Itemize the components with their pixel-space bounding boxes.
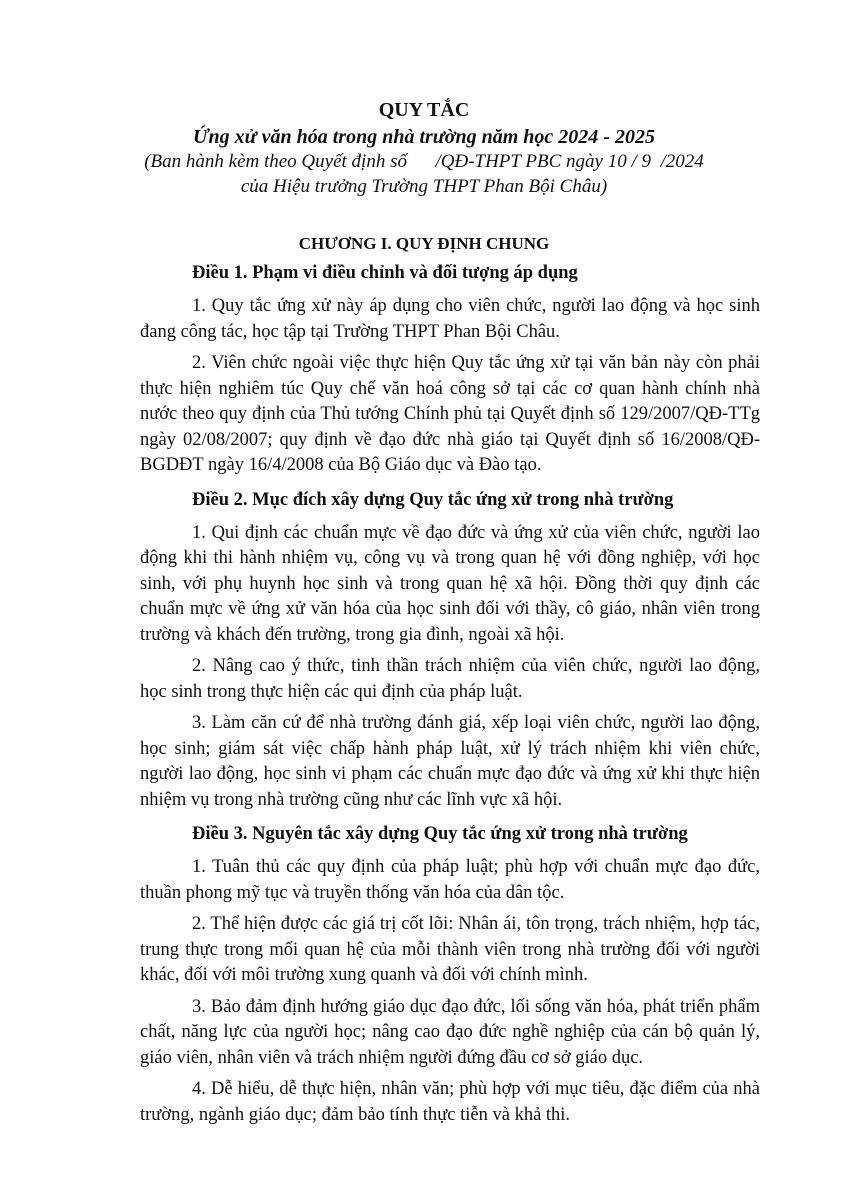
article-2-paragraph: 3. Làm căn cứ để nhà trường đánh giá, xếp loại viên chức, người lao động, học sinh; giám sát việc chấp hành pháp luật, xử lý trách nhiệm khi viên chức, người lao động, học sinh vi phạm các chuẩn mực đạo đức và ứng xử khi thực hiện nhiệm vụ trong nhà trường cũng như các lĩnh vực xã hội. <box>140 713 760 810</box>
article-3-paragraph: 1. Tuân thủ các quy định của pháp luật; phù hợp với chuẩn mực đạo đức, thuần phong mỹ tục và truyền thống văn hóa của dân tộc. <box>140 857 760 903</box>
article-2-heading: Điều 2. Mục đích xây dựng Quy tắc ứng xử trong nhà trường <box>192 489 674 510</box>
article-3-paragraph: 3. Bảo đảm định hướng giáo dục đạo đức, lối sống văn hóa, phát triển phẩm chất, năng lực của người học; nâng cao đạo đức nghề nghiệp của cán bộ quản lý, giáo viên, nhân viên và trách nhiệm người đứng đầu cơ sở giáo dục. <box>140 996 760 1068</box>
article-3-paragraph: 4. Dễ hiểu, dễ thực hiện, nhân văn; phù hợp với mục tiêu, đặc điểm của nhà trường, ngành giáo dục; đảm bảo tính thực tiễn và khả thi. <box>140 1079 760 1125</box>
decree-reference-line-2: của Hiệu trưởng Trường THPT Phan Bội Châu) <box>240 176 608 197</box>
article-2-paragraph: 2. Nâng cao ý thức, tinh thần trách nhiệm của viên chức, người lao động, học sinh trong thực hiện các qui định của pháp luật. <box>140 656 760 702</box>
document-subtitle: Ứng xử văn hóa trong nhà trường năm học 2024 - 2025 <box>193 126 655 148</box>
article-3-paragraph: 2. Thể hiện được các giá trị cốt lõi: Nhân ái, tôn trọng, trách nhiệm, hợp tác, trung thực trong mối quan hệ của mỗi thành viên trong nhà trường đối với người khác, đối với môi trường xung quanh và đối với chính mình. <box>140 914 760 985</box>
article-1-paragraph: 2. Viên chức ngoài việc thực hiện Quy tắc ứng xử tại văn bản này còn phải thực hiện nghiêm túc Quy chế văn hoá công sở tại các cơ quan hành chính nhà nước theo quy định của Thủ tướng Chính phủ tại Quyết định số 129/2007/QĐ-TTg ngày 02/08/2007; quy định về đạo đức nhà giáo tại Quyết định số 16/2008/QĐ-BGDĐT ngày 16/4/2008 của Bộ Giáo dục và Đào tạo. <box>140 353 760 475</box>
article-1-heading: Điều 1. Phạm vi điều chỉnh và đối tượng áp dụng <box>192 263 578 283</box>
article-2-paragraph: 1. Qui định các chuẩn mực về đạo đức và ứng xử của viên chức, người lao động khi thi hành nhiệm vụ, công vụ và trong quan hệ với đồng nghiệp, với học sinh, với phụ huynh học sinh và trong quan hệ xã hội. Đồng thời quy định các chuẩn mực về ứng xử văn hóa của học sinh đối với thầy, cô giáo, nhân viên trong trường và khách đến trường, trong gia đình, ngoài xã hội. <box>140 522 760 645</box>
document-body <box>140 258 760 1134</box>
chapter-heading: CHƯƠNG I. QUY ĐỊNH CHUNG <box>298 234 550 253</box>
article-1-paragraph: 1. Quy tắc ứng xử này áp dụng cho viên chức, người lao động và học sinh đang công tác, học tập tại Trường THPT Phan Bội Châu. <box>140 296 760 342</box>
decree-reference-line-1: (Ban hành kèm theo Quyết định số /QĐ-THPT PBC ngày 10 / 9 /2024 <box>144 151 704 172</box>
document-title: QUY TẮC <box>378 99 470 121</box>
article-3-heading: Điều 3. Nguyên tắc xây dựng Quy tắc ứng xử trong nhà trường <box>192 824 688 844</box>
